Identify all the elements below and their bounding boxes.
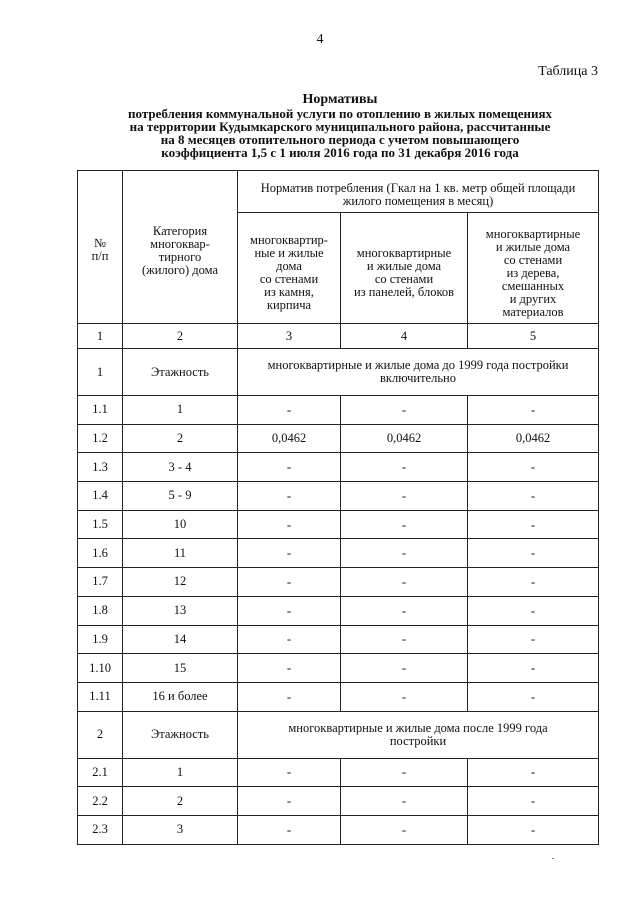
row-value: -	[468, 510, 599, 539]
table-row	[78, 424, 599, 453]
table-row	[78, 539, 599, 568]
row-value: -	[238, 787, 341, 816]
table-row	[78, 815, 599, 844]
scan-mark	[552, 858, 554, 859]
table-row	[78, 453, 599, 482]
section-label: Этажность	[123, 711, 238, 758]
section-label: Этажность	[123, 349, 238, 396]
row-value: -	[468, 625, 599, 654]
column-number: 2	[123, 324, 238, 349]
column-number: 1	[78, 324, 123, 349]
table-label: Таблица 3	[538, 64, 598, 79]
header-sub-cell	[238, 213, 341, 324]
section-desc-cell	[238, 349, 599, 396]
header-sub-cell	[468, 213, 599, 324]
row-value: -	[238, 510, 341, 539]
row-num: 1.6	[78, 539, 123, 568]
title-main: Нормативы	[302, 92, 378, 107]
table-row	[78, 654, 599, 683]
row-floors: 1	[123, 758, 238, 787]
row-value: -	[238, 596, 341, 625]
column-number: 3	[238, 324, 341, 349]
table-row	[78, 758, 599, 787]
row-value: -	[468, 453, 599, 482]
row-floors: 3	[123, 815, 238, 844]
document-title	[60, 93, 620, 159]
row-value: -	[341, 787, 468, 816]
table-row	[78, 596, 599, 625]
table-row	[78, 482, 599, 511]
header-num: № п/п	[91, 236, 109, 263]
row-num: 1.9	[78, 625, 123, 654]
row-value: 0,0462	[238, 424, 341, 453]
row-value: -	[341, 758, 468, 787]
row-value: -	[468, 815, 599, 844]
row-floors: 3 - 4	[123, 453, 238, 482]
row-value: -	[468, 568, 599, 597]
header-row	[78, 171, 599, 213]
header-norm-cell	[238, 171, 599, 213]
section-num: 2	[78, 711, 123, 758]
row-value: -	[468, 654, 599, 683]
header-norm: Норматив потребления (Гкал на 1 кв. метр общей площади жилого помещения в месяц)	[260, 181, 576, 208]
row-value: -	[238, 654, 341, 683]
row-value: -	[341, 654, 468, 683]
header-category: Категория многоквар- тирного (жилого) дома	[141, 224, 219, 277]
row-value: 0,0462	[341, 424, 468, 453]
row-num: 1.10	[78, 654, 123, 683]
row-value: -	[341, 453, 468, 482]
table-row	[78, 510, 599, 539]
row-value: -	[341, 510, 468, 539]
column-number: 5	[468, 324, 599, 349]
section-desc: многоквартирные и жилые дома до 1999 года постройки включительно	[267, 358, 569, 385]
row-value: -	[468, 682, 599, 711]
row-floors: 2	[123, 424, 238, 453]
column-number: 4	[341, 324, 468, 349]
table-row	[78, 396, 599, 425]
section-desc-cell	[238, 711, 599, 758]
table-body	[78, 171, 599, 845]
row-num: 1.11	[78, 682, 123, 711]
title-line: коэффициента 1,5 с 1 июля 2016 года по 31 декабря 2016 года	[161, 145, 519, 160]
row-num: 1.3	[78, 453, 123, 482]
row-floors: 13	[123, 596, 238, 625]
row-floors: 2	[123, 787, 238, 816]
row-floors: 14	[123, 625, 238, 654]
row-num: 1.2	[78, 424, 123, 453]
header-sub-stone: многоквартир- ные и жилые дома со стенами из камня, кирпича	[250, 233, 328, 312]
row-value: -	[341, 539, 468, 568]
row-floors: 1	[123, 396, 238, 425]
row-value: -	[238, 682, 341, 711]
section-desc: многоквартирные и жилые дома после 1999 года постройки	[288, 720, 548, 748]
row-value: -	[468, 596, 599, 625]
header-category-cell	[123, 171, 238, 324]
row-floors: 15	[123, 654, 238, 683]
title-line: потребления коммунальной услуги по отоплению в жилых помещениях	[128, 106, 552, 121]
title-line: на территории Кудымкарского муниципального района, рассчитанные	[129, 119, 551, 134]
row-num: 2.3	[78, 815, 123, 844]
row-value: -	[341, 596, 468, 625]
row-value: -	[341, 625, 468, 654]
row-value: -	[238, 482, 341, 511]
table-row	[78, 568, 599, 597]
table-row	[78, 625, 599, 654]
column-number-row	[78, 324, 599, 349]
row-value: -	[468, 539, 599, 568]
page-number: 4	[316, 32, 324, 47]
row-floors: 5 - 9	[123, 482, 238, 511]
row-value: -	[468, 482, 599, 511]
row-value: -	[468, 758, 599, 787]
row-num: 1.8	[78, 596, 123, 625]
row-num: 1.1	[78, 396, 123, 425]
row-value: -	[238, 396, 341, 425]
section-row	[78, 349, 599, 396]
table-row	[78, 682, 599, 711]
row-num: 1.4	[78, 482, 123, 511]
row-value: -	[341, 682, 468, 711]
header-sub-panel: многоквартирные и жилые дома со стенами из панелей, блоков	[353, 246, 455, 299]
row-num: 2.1	[78, 758, 123, 787]
norms-table	[77, 170, 599, 845]
row-value: -	[238, 815, 341, 844]
header-sub-wood: многоквартирные и жилые дома со стенами из дерева, смешанных и других материалов	[485, 226, 581, 319]
row-value: -	[238, 453, 341, 482]
row-value: -	[341, 568, 468, 597]
row-value: 0,0462	[468, 424, 599, 453]
row-value: -	[341, 482, 468, 511]
title-line: на 8 месяцев отопительного периода с учетом повышающего	[160, 132, 520, 147]
section-row	[78, 711, 599, 758]
row-value: -	[238, 539, 341, 568]
table-row	[78, 787, 599, 816]
row-value: -	[238, 625, 341, 654]
row-floors: 16 и более	[123, 682, 238, 711]
section-num: 1	[78, 349, 123, 396]
row-num: 1.5	[78, 510, 123, 539]
row-value: -	[341, 815, 468, 844]
row-num: 1.7	[78, 568, 123, 597]
row-value: -	[468, 396, 599, 425]
row-value: -	[468, 787, 599, 816]
row-floors: 10	[123, 510, 238, 539]
row-value: -	[238, 568, 341, 597]
header-sub-cell	[341, 213, 468, 324]
row-value: -	[238, 758, 341, 787]
row-num: 2.2	[78, 787, 123, 816]
header-num-cell	[78, 171, 123, 324]
row-floors: 11	[123, 539, 238, 568]
row-value: -	[341, 396, 468, 425]
row-floors: 12	[123, 568, 238, 597]
